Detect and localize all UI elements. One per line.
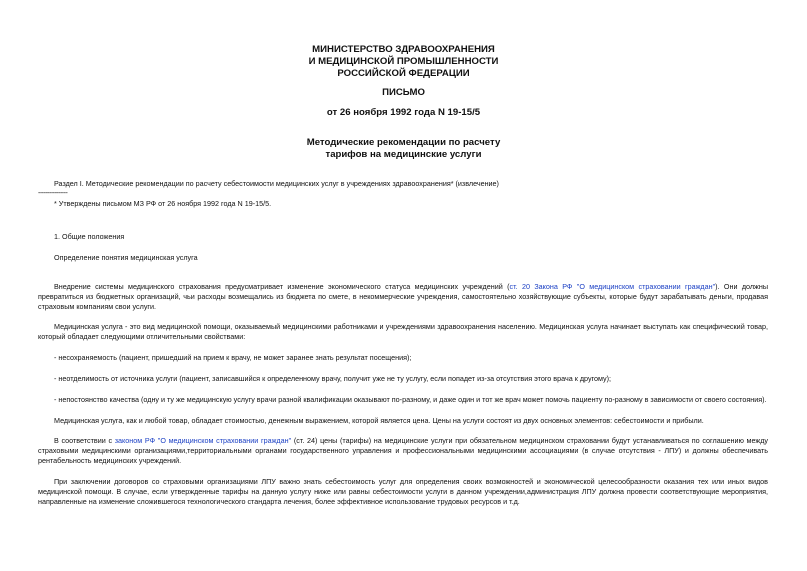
paragraph-7-text-b: (ст. 24) цены (тарифы) на медицинские услуги при обязательном медицинском страховании будут устанавливаться по соглашению между страховыми медицинскими организациями,территориальными органами государственного управления и профессиональными медицинскими ассоциациями (в случае отсутствия - ЛПУ) и должны обеспечивать рентабельность медицинских учреждений.: [38, 436, 769, 466]
document-title-line-2: тарифов на медицинские услуги: [325, 149, 482, 160]
paragraph-6: Медицинская услуга, как и любой товар, обладает стоимостью, денежным выражением, которой является цена. Цены на услуги состоят из двух основных элементов: себестоимости и прибыли.: [54, 416, 704, 425]
paragraph-2: Медицинская услуга - это вид медицинской помощи, оказываемый медицинскими работниками и учреждениями здравоохранения населению. Медицинская услуга начинает выступать как специфический товар, который обладает следующими отличительными свойствами:: [38, 322, 768, 342]
law-article-20-link[interactable]: ст. 20 Закона РФ "О медицинском страховании граждан": [509, 282, 716, 291]
paragraph-7-text-a: В соответствии с: [54, 436, 115, 445]
paragraph-7: [38, 436, 768, 467]
subheading-definition: Определение понятия медицинская услуга: [54, 253, 198, 262]
org-line-3: РОССИЙСКОЙ ФЕДЕРАЦИИ: [337, 68, 470, 79]
org-line-2: И МЕДИЦИНСКОЙ ПРОМЫШЛЕННОСТИ: [308, 56, 499, 67]
medical-insurance-law-link[interactable]: законом РФ "О медицинском страховании граждан": [114, 436, 292, 445]
document-date: от 26 ноября 1992 года N 19-15/5: [326, 107, 481, 118]
footnote-separator: ----------------: [38, 190, 68, 197]
paragraph-4: - неотделимость от источника услуги (пациент, записавшийся к определенному врачу, получит уже не ту услугу, если попадет из-за отсутствия этого врача к другому);: [54, 374, 612, 383]
document-title-line-1: Методические рекомендации по расчету: [306, 137, 501, 148]
document-type: ПИСЬМО: [382, 87, 425, 98]
footnote: * Утверждены письмом МЗ РФ от 26 ноября 1992 года N 19-15/5.: [54, 199, 272, 208]
section-heading: Раздел I. Методические рекомендации по расчету себестоимости медицинских услуг в учреждениях здравоохранения* (извлечение): [54, 179, 499, 188]
paragraph-1-text-a: Внедрение системы медицинского страхования предусматривает изменение экономического статуса медицинских учреждений (: [54, 282, 510, 291]
paragraph-3: - несохраняемость (пациент, пришедший на прием к врачу, не может заранее знать результат посещения);: [54, 353, 412, 362]
paragraph-1-text-b: ). Они должны превратиться из бюджетных организаций, чьи расходы возмещались из бюджета по смете, в некоммерческие учреждения, самостоятельно хозяйствующие субъекты, которые будут зарабатывать деньги, продавая страховым компаниям свои услуги.: [38, 282, 768, 312]
subheading-general: 1. Общие положения: [54, 232, 125, 241]
paragraph-1: [38, 282, 768, 313]
org-line-1: МИНИСТЕРСТВО ЗДРАВООХРАНЕНИЯ: [312, 44, 495, 55]
paragraph-5: - непостоянство качества (одну и ту же медицинскую услугу врачи разной квалификации оказывают по-разному, и даже один и тот же врач может помочь пациенту по-разному в зависимости от своего состояния).: [54, 395, 767, 404]
paragraph-8: При заключении договоров со страховыми организациями ЛПУ важно знать себестоимость услуг для определения своих возможностей и экономической целесообразности оказания тех или иных видов медицинской помощи. В случае, если утвержденные тарифы на данную услугу ниже или равны себестоимости услуги в данном учреждении,администрация ЛПУ должна провести соответствующие мероприятия, направленные на изменение сложившегося технологического стандарта лечения, более эффективное использование трудовых ресурсов и т.д.: [38, 477, 768, 507]
